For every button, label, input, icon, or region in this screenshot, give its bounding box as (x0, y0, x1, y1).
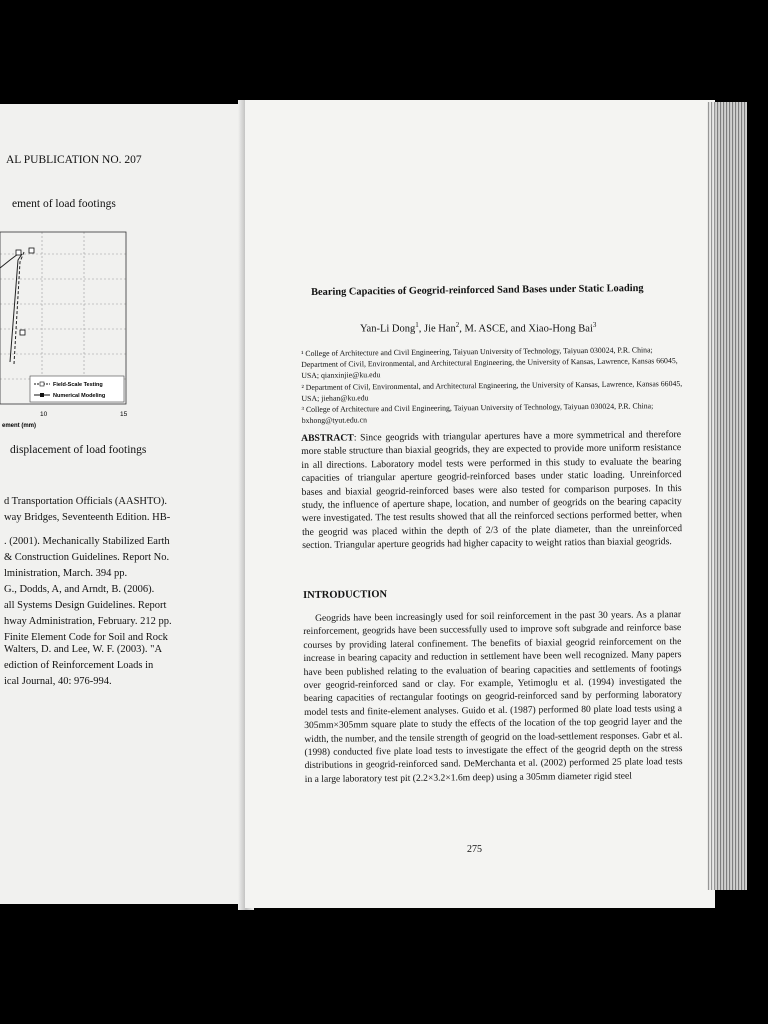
page-edges (707, 102, 747, 890)
ref-line: ediction of Reinforcement Loads in (4, 660, 154, 671)
ref-line: Walters, D. and Lee, W. F. (2003). "A (4, 644, 163, 655)
author-3: , M. ASCE, and Xiao-Hong Bai (459, 323, 593, 335)
ref-line: & Construction Guidelines. Report No. (4, 552, 170, 563)
author-list (360, 321, 596, 335)
ref-line: G., Dodds, A, and Arndt, B. (2006). (4, 584, 155, 595)
abstract-text: : Since geogrids with triangular apertures have a more symmetrical and therefore more stable structure than biaxial geogrids, they are expected to provide more uniform resistance in all directions. Laboratory model tests were performed in this study to evaluate the bearing capacities of triangular aperture geogrid-reinforced bases under static loading. Unreinforced bases and biaxial geogrid-reinforced bases were also tested for comparison purposes. In this study, the influence of aperture shape, location, and number of geogrids on the bearing capacity were investigated. The test results showed that all the reinforced sections performed better, when the geogrid was placed within the depth of 2/3 of the plate diameter, than the unreinforced section. Triangular aperture geogrids had higher capacity to weight ratios than biaxial geogrids. (301, 429, 683, 552)
abstract (301, 428, 682, 553)
affiliations (301, 344, 684, 426)
author-3-sup: 3 (592, 321, 597, 329)
ref-line: way Bridges, Seventeenth Edition. HB- (4, 512, 171, 523)
author-1: Yan-Li Dong (360, 323, 416, 335)
figure-caption: displacement of load footings (10, 444, 147, 456)
author-2-sup: 2 (455, 321, 460, 329)
ref-line: lministration, March. 394 pp. (4, 568, 128, 579)
paper-title: Bearing Capacities of Geogrid-reinforced Sand Bases under Static Loading (311, 282, 644, 298)
ref-line: ical Journal, 40: 976-994. (4, 676, 112, 687)
ref-line: d Transportation Officials (AASHTO). (4, 496, 167, 507)
series-field-curve (0, 254, 18, 268)
ref-line: hway Administration, February. 212 pp. (4, 616, 172, 627)
section-heading-introduction: INTRODUCTION (303, 589, 388, 601)
load-displacement-chart (0, 224, 140, 434)
marker-field-3 (20, 330, 25, 335)
affiliation-1: ¹ College of Architecture and Civil Engineering, Taiyuan University of Technology, Taiyuan 030024, P.R. China; Department of Civil, Environmental, and Architectural Engineering, the University of Kansas, Lawrence, Kansas 66045, USA; qianxinjie@ku.edu (301, 345, 678, 381)
series-numerical (10, 254, 22, 362)
legend-numerical: Numerical Modeling (53, 393, 106, 399)
marker-field-1 (16, 250, 21, 255)
publication-header: AL PUBLICATION NO. 207 (6, 154, 142, 166)
page-number: 275 (467, 844, 482, 855)
ref-line: Finite Element Code for Soil and Rock (4, 632, 168, 643)
x-axis-label: ement (mm) (2, 423, 37, 429)
abstract-label: ABSTRACT (301, 432, 354, 444)
legend-field: Field-Scale Testing (53, 382, 103, 388)
ref-line: all Systems Design Guidelines. Report (4, 600, 167, 611)
chart-svg (0, 224, 140, 434)
marker-field-2 (29, 248, 34, 253)
x-tick-10: 10 (40, 411, 48, 418)
series-field (14, 252, 24, 364)
author-1-sup: 1 (415, 321, 419, 329)
reference-aashto (4, 494, 170, 526)
ref-line: . (2001). Mechanically Stabilized Earth (4, 536, 170, 547)
reference-fhwa (4, 534, 172, 646)
left-page (0, 104, 246, 904)
author-2: , Jie Han (418, 323, 456, 335)
x-tick-15: 15 (120, 411, 128, 418)
figure-title: ement of load footings (12, 198, 116, 210)
affiliation-2: ² Department of Civil, Environmental, and Architectural Engineering, the University of Kansas, Lawrence, Kansas 66045, USA; jiehan@ku.edu (301, 378, 683, 403)
affiliation-3: ³ College of Architecture and Civil Engineering, Taiyuan University of Technology, Taiyuan 030024, P.R. China; bxhong@tyut.edu.cn (301, 401, 654, 426)
introduction-paragraph: Geogrids have been increasingly used for soil reinforcement in the past 30 years. As a planar reinforcement, geogrids have been successfully used to improve soft subgrade and reinforce base courses by providing lateral confinement. The benefits of biaxial geogrid reinforcement on the increase in bearing capacity and reduction in settlement have been well recognized. Many papers have been published relating to the evaluation of bearing capacities and settlements of footings over geogrid-reinforced sand or clay. For example, Yetimoglu et al. (1994) investigated the bearing capacities of rectangular footings on geogrid-reinforced sand by performing laboratory model tests and finite-element analyses. Guido et al. (1987) performed 80 plate load tests using a 305mm×305mm square plate to study the effects of the location of the top geogrid layer and the width, the number, and the tensile strength of geogrid on the load-settlement responses. Gabr et al. (1998) conducted five plate load tests to investigate the effect of the geogrid depth on the stress distributions in geogrid-reinforced sand. DeMerchanta et al. (2002) performed 25 plate load tests in a large laboratory test pit (2.2×3.2×1.6m deep) using a 305mm diameter rigid steel (303, 609, 683, 785)
reference-walters (4, 642, 162, 690)
introduction-body (303, 608, 683, 786)
chart-legend (30, 376, 124, 402)
right-page (245, 100, 715, 908)
